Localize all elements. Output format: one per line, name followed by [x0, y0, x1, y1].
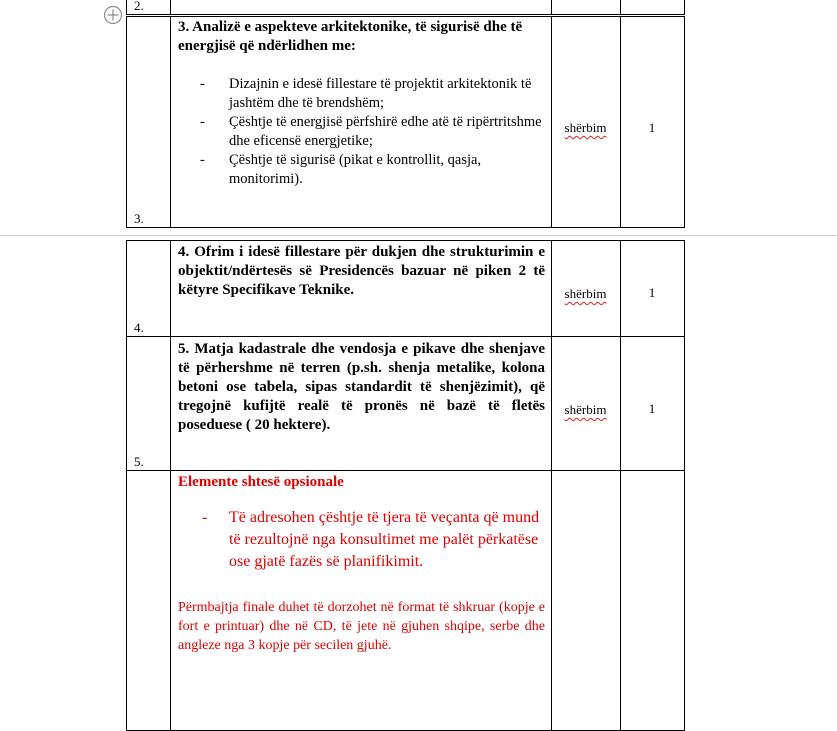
row-number-cell [127, 471, 171, 730]
row-number: 4. [134, 320, 144, 335]
optional-section-title: Elemente shtesë opsionale [178, 474, 344, 490]
type-cell [551, 471, 621, 730]
table-row-5 [126, 336, 685, 471]
type-cell [551, 241, 621, 336]
circled-plus-icon[interactable] [103, 5, 123, 25]
row-number: 5. [134, 454, 144, 469]
quantity: 1 [648, 120, 656, 135]
row-number-cell [127, 241, 171, 336]
row-number-cell [127, 337, 171, 470]
table-row-optional [126, 470, 685, 731]
service-type: shërbim [564, 286, 607, 301]
description-cell[interactable] [170, 241, 552, 336]
description-cell[interactable] [170, 17, 552, 227]
description-cell[interactable] [170, 337, 552, 470]
service-type: shërbim [564, 402, 607, 417]
list-item: - Të adresohen çështje të tjera të veçanta që mund të rezultojnë nga konsultimet me palët përkatëse ose gjatë fazës së planifikimit. [178, 507, 545, 573]
description-cell[interactable] [170, 471, 552, 730]
bullet-list [178, 75, 545, 189]
quantity-cell [620, 0, 684, 14]
table-row-2 [126, 0, 685, 15]
delivery-note: Përmbajtja finale duhet të dorzohet në format të shkruar (kopje e fort e printuar) dhe në CD, të jete në gjuhen shqipe, serbe dhe angleze nga 3 kopje për secilen gjuhë. [178, 600, 545, 653]
quantity-cell [620, 471, 684, 730]
item-title: 5. Matja kadastrale dhe vendosja e pikave dhe shenjave të përhershme në terren (p.sh. shenja metalike, kolona betoni ose tabela, sipas standardit të shenjëzimit), që tregojnë kufijtë realë të pronës në bazë të fletës poseduese ( 20 hektere). [178, 341, 545, 433]
quantity: 1 [648, 285, 656, 300]
row-number: 2. [134, 0, 144, 13]
page-break-line [0, 235, 837, 236]
table-row-3 [126, 16, 685, 228]
bullet-list [178, 507, 545, 573]
list-item: - Çështje të sigurisë (pikat e kontrollit, qasja, monitorimi). [178, 151, 545, 189]
type-cell [551, 17, 621, 227]
type-cell [551, 0, 621, 14]
item-title: 4. Ofrim i idesë fillestare për dukjen dhe strukturimin e objektit/ndërtesës së Presidencës bazuar në piken 2 të këtyre Specifikave Teknike. [178, 244, 545, 298]
row-number: 3. [134, 211, 144, 226]
description-cell [170, 0, 552, 14]
quantity-cell [620, 337, 684, 470]
row-number-cell [127, 0, 171, 14]
row-number-cell [127, 17, 171, 227]
type-cell [551, 337, 621, 470]
service-type: shërbim [564, 120, 607, 135]
table-row-4 [126, 240, 685, 337]
item-title: 3. Analizë e aspekteve arkitektonike, të sigurisë dhe të energjisë që ndërlidhen me: [178, 19, 523, 54]
quantity: 1 [648, 401, 656, 416]
quantity-cell [620, 241, 684, 336]
list-item: - Çështje të energjisë përfshirë edhe atë të ripërtritshme dhe eficensë energjetike; [178, 113, 545, 151]
list-item: - Dizajnin e idesë fillestare të projektit arkitektonik të jashtëm dhe të brendshëm; [178, 75, 545, 113]
quantity-cell [620, 17, 684, 227]
